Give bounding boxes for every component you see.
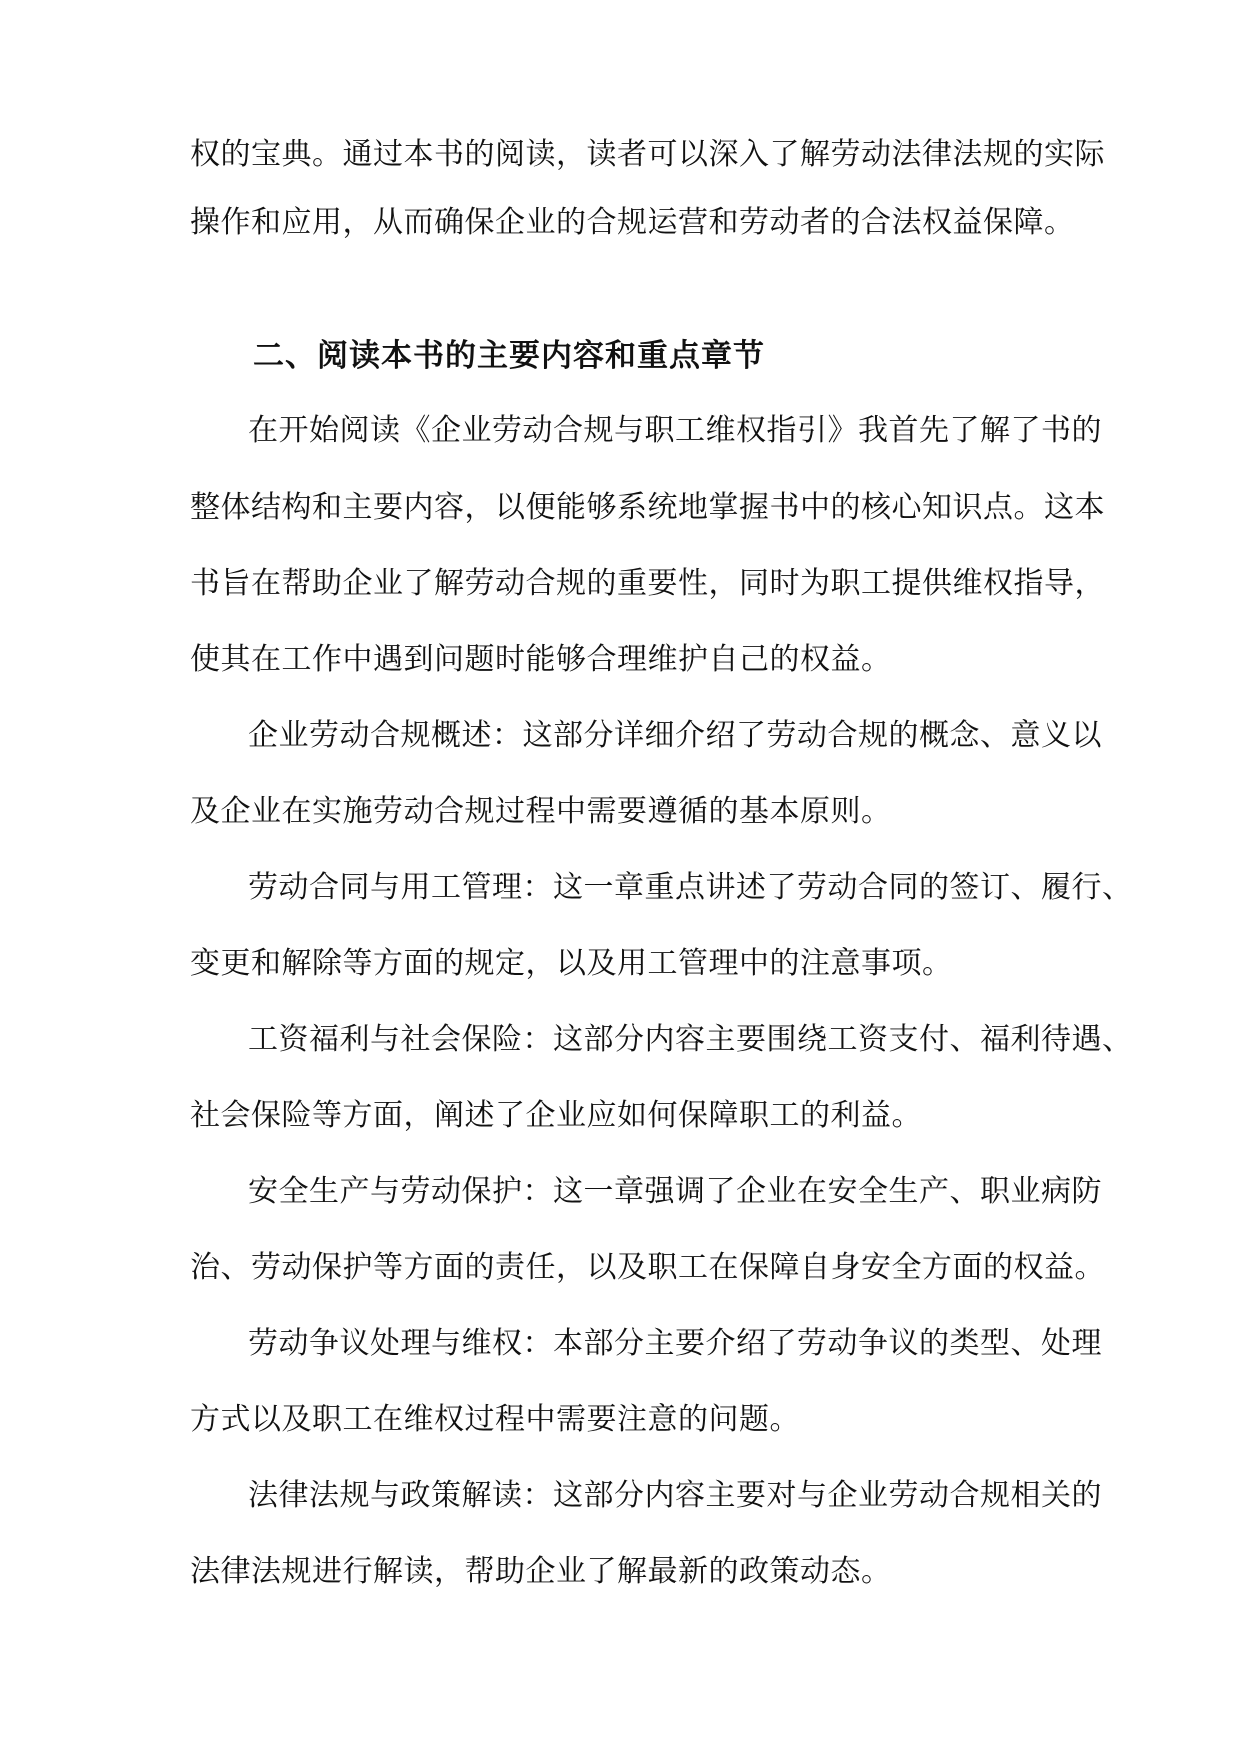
paragraph-2-line-2: 及企业在实施劳动合规过程中需要遵循的基本原则。 <box>190 794 892 829</box>
section-heading: 二、阅读本书的主要内容和重点章节 <box>253 338 765 374</box>
paragraph-7-line-2: 法律法规进行解读，帮助企业了解最新的政策动态。 <box>190 1554 892 1589</box>
paragraph-2-line-1: 企业劳动合规概述：这部分详细介绍了劳动合规的概念、意义以 <box>248 718 1102 753</box>
paragraph-4-line-1: 工资福利与社会保险：这部分内容主要围绕工资支付、福利待遇、 <box>248 1022 1133 1057</box>
intro-line-2: 操作和应用，从而确保企业的合规运营和劳动者的合法权益保障。 <box>190 205 1075 240</box>
paragraph-6-line-2: 方式以及职工在维权过程中需要注意的问题。 <box>190 1402 800 1437</box>
paragraph-3-line-1: 劳动合同与用工管理：这一章重点讲述了劳动合同的签订、履行、 <box>248 870 1133 905</box>
paragraph-1-line-2: 整体结构和主要内容，以便能够系统地掌握书中的核心知识点。这本 <box>190 490 1105 525</box>
paragraph-4-line-2: 社会保险等方面，阐述了企业应如何保障职工的利益。 <box>190 1098 922 1133</box>
paragraph-7-line-1: 法律法规与政策解读：这部分内容主要对与企业劳动合规相关的 <box>248 1478 1102 1513</box>
paragraph-1-line-4: 使其在工作中遇到问题时能够合理维护自己的权益。 <box>190 642 892 677</box>
paragraph-3-line-2: 变更和解除等方面的规定，以及用工管理中的注意事项。 <box>190 946 953 981</box>
paragraph-1-line-3: 书旨在帮助企业了解劳动合规的重要性，同时为职工提供维权指导， <box>190 566 1105 601</box>
paragraph-5-line-2: 治、劳动保护等方面的责任，以及职工在保障自身安全方面的权益。 <box>190 1250 1105 1285</box>
paragraph-1-line-1: 在开始阅读《企业劳动合规与职工维权指引》我首先了解了书的 <box>248 413 1102 448</box>
paragraph-6-line-1: 劳动争议处理与维权：本部分主要介绍了劳动争议的类型、处理 <box>248 1326 1102 1361</box>
intro-line-1: 权的宝典。通过本书的阅读，读者可以深入了解劳动法律法规的实际 <box>190 137 1105 172</box>
paragraph-5-line-1: 安全生产与劳动保护：这一章强调了企业在安全生产、职业病防 <box>248 1174 1102 1209</box>
